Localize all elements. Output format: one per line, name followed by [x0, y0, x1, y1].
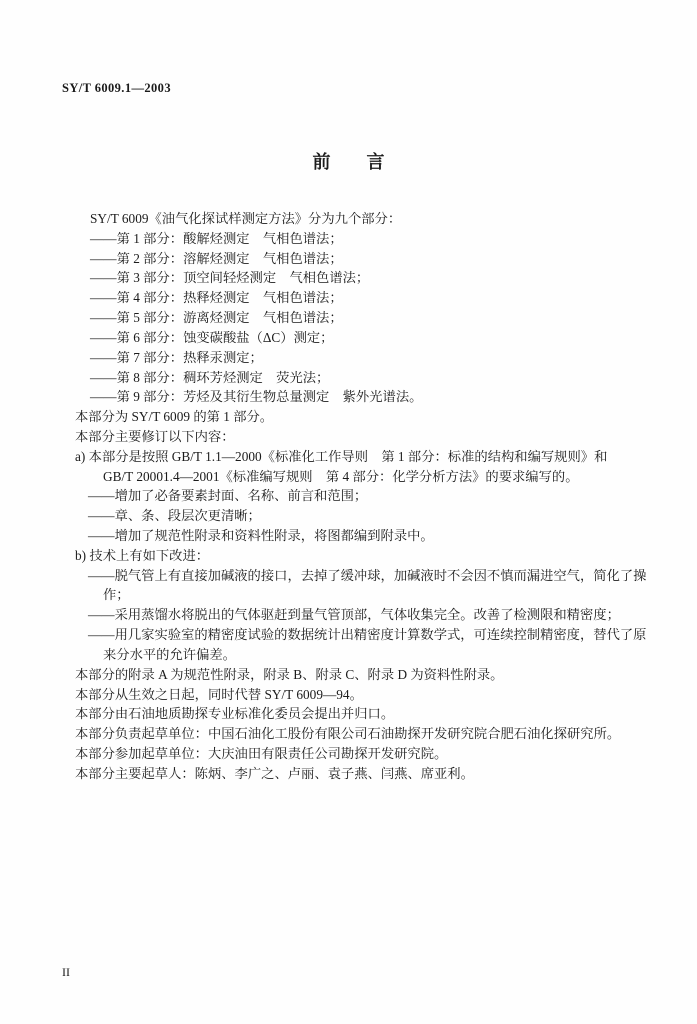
- revision-intro: 本部分主要修订以下内容：: [75, 428, 235, 444]
- foreword-body: [0, 209, 697, 784]
- editorial-change-item: ——增加了必备要素封面、名称、前言和范围；: [88, 488, 368, 504]
- technical-change-item-continued: 作；: [103, 587, 130, 603]
- part-list-item: ——第 9 部分：芳烃及其衍生物总量测定 紫外光谱法。: [90, 389, 423, 405]
- standard-code: SY/T 6009.1—2003: [62, 81, 171, 95]
- participating-unit: 本部分参加起草单位：大庆油田有限责任公司勘探开发研究院。: [75, 745, 448, 761]
- supersession-statement: 本部分从生效之日起，同时代替 SY/T 6009—94。: [75, 686, 363, 702]
- page-number: II: [62, 965, 70, 979]
- technical-change-item: ——脱气管上有直接加碱液的接口，去掉了缓冲球，加碱液时不会因不慎而漏进空气，简化了操: [88, 567, 647, 583]
- part-list-item: ——第 4 部分：热释烃测定 气相色谱法；: [90, 290, 343, 306]
- revision-item-a-continued: GB/T 20001.4—2001《标准编写规则 第 4 部分：化学分析方法》的要求编写的。: [103, 468, 579, 484]
- drafting-unit: 本部分负责起草单位：中国石油化工股份有限公司石油勘探开发研究院合肥石油化探研究所。: [75, 726, 621, 742]
- part-list-item: ——第 3 部分：顶空间轻烃测定 气相色谱法；: [90, 270, 370, 286]
- revision-item-a: a) 本部分是按照 GB/T 1.1—2000《标准化工作导则 第 1 部分：标准的结构和编写规则》和: [75, 448, 608, 464]
- part-list-item: ——第 1 部分：酸解烃测定 气相色谱法；: [90, 230, 343, 246]
- editorial-change-item: ——章、条、段层次更清晰；: [88, 508, 261, 524]
- editorial-change-item: ——增加了规范性附录和资料性附录，将图都编到附录中。: [88, 528, 434, 543]
- parts-intro: SY/T 6009《油气化探试样测定方法》分为九个部分：: [90, 211, 402, 226]
- revision-item-b: b) 技术上有如下改进：: [75, 547, 210, 563]
- part-list-item: ——第 8 部分：稠环芳烃测定 荧光法；: [90, 369, 330, 385]
- drafters: 本部分主要起草人：陈炳、李广之、卢丽、袁子燕、闫燕、席亚利。: [75, 765, 474, 781]
- part-list-item: ——第 7 部分：热释汞测定；: [90, 349, 263, 365]
- technical-change-item-continued: 来分水平的允许偏差。: [103, 646, 236, 662]
- proposer-statement: 本部分由石油地质勘探专业标准化委员会提出并归口。: [75, 706, 395, 722]
- technical-change-item: ——用几家实验室的精密度试验的数据统计出精密度计算数学式，可连续控制精密度，替代了原: [88, 627, 647, 643]
- part-statement: 本部分为 SY/T 6009 的第 1 部分。: [75, 409, 274, 425]
- technical-change-item: ——采用蒸馏水将脱出的气体驱赶到量气管顶部，气体收集完全。改善了检测限和精密度；: [88, 607, 620, 623]
- part-list-item: ——第 5 部分：游离烃测定 气相色谱法；: [90, 310, 343, 326]
- part-list-item: ——第 6 部分：蚀变碳酸盐（ΔC）测定；: [90, 329, 334, 345]
- page-title: 前 言: [312, 152, 385, 172]
- part-list-item: ——第 2 部分：溶解烃测定 气相色谱法；: [90, 250, 343, 266]
- annex-statement: 本部分的附录 A 为规范性附录，附录 B、附录 C、附录 D 为资料性附录。: [75, 666, 504, 682]
